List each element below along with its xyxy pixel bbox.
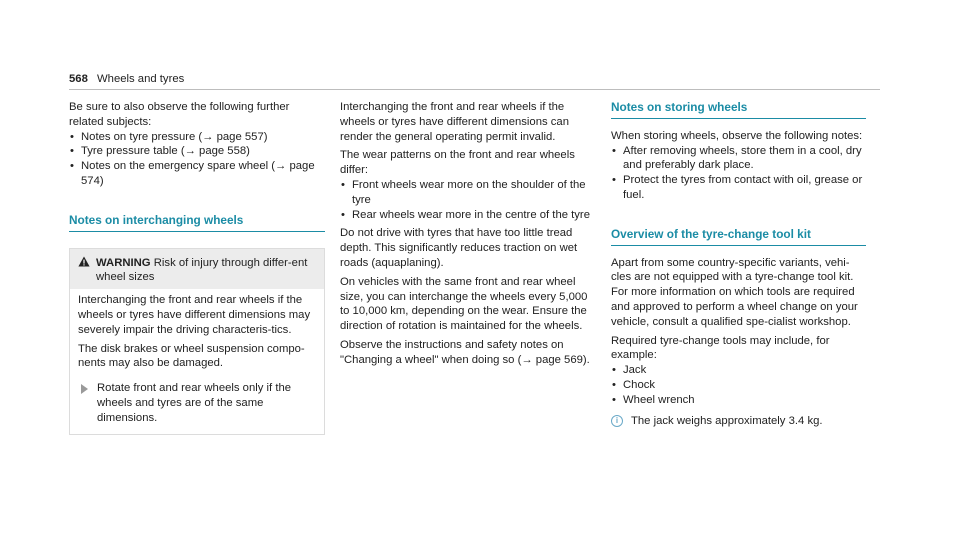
list-item-wheel-wrench: • Wheel wrench	[611, 393, 866, 408]
paragraph-changing-wheel-ref[interactable]: Observe the instructions and safety notes on "Changing a wheel" when doing so (→ page 569).	[340, 338, 590, 366]
warning-box	[69, 248, 325, 435]
list-item-jack: • Jack	[611, 363, 866, 378]
section-title-storing: Notes on storing wheels	[611, 100, 866, 119]
action-arrow-icon	[81, 384, 88, 394]
column-3	[611, 100, 866, 428]
paragraph-wear-patterns: The wear patterns on the front and rear wheels differ:	[340, 149, 575, 177]
warning-heading-text	[96, 256, 316, 286]
storing-list	[611, 144, 866, 203]
related-link-pressure-table[interactable]: • Tyre pressure table (→ page 558)	[69, 144, 325, 159]
list-item-chock: • Chock	[611, 378, 866, 393]
list-item-front-wheels: • Front wheels wear more on the shoulder of the tyre	[340, 178, 590, 208]
warning-triangle-icon	[78, 256, 96, 286]
list-item-store-cool: • After removing wheels, store them in a cool, dry and preferably dark place.	[611, 144, 866, 174]
tools-list	[611, 363, 866, 407]
warning-body	[70, 289, 324, 433]
list-item-rear-wheels: • Rear wheels wear more in the centre of the tyre	[340, 208, 590, 223]
warning-action	[78, 381, 316, 425]
warning-title: Risk of injury through differ-ent wheel sizes	[96, 256, 308, 284]
warning-paragraph-2: The disk brakes or wheel suspension compo-nents may also be damaged.	[78, 342, 305, 370]
storing-intro: When storing wheels, observe the following notes:	[611, 129, 863, 142]
wear-list	[340, 178, 590, 222]
list-item-protect-tyres: • Protect the tyres from contact with oil, grease or fuel.	[611, 173, 866, 203]
note	[611, 414, 866, 429]
related-intro: Be sure to also observe the following further related subjects:	[69, 101, 290, 128]
warning-header	[70, 249, 324, 290]
paragraph-interchange-interval: On vehicles with the same front and rear wheel size, you can interchange the wheels every 5,000 to 10,000 km, depending on the wear. Ensure the direction of rotation is maintained for the wheels.	[340, 275, 588, 333]
column-2	[340, 100, 590, 368]
header-divider	[69, 89, 880, 90]
related-link-spare-wheel[interactable]: • Notes on the emergency spare wheel (→ page 574)	[69, 159, 325, 189]
warning-paragraph-1: Interchanging the front and rear wheels if the wheels or tyres have different dimensions may severely impair the driving characteris-tics.	[78, 294, 311, 336]
warning-action-text: Rotate front and rear wheels only if the wheels and tyres are of the same dimensions.	[97, 382, 292, 424]
tool-kit-paragraph: Apart from some country-specific variants, vehi-cles are not equipped with a tyre-change tool kit. For more information on which tools are required and approved to perform a wheel change on your vehicle, consult a qualified spe-cialist workshop.	[611, 256, 858, 328]
tool-kit-examples-intro: Required tyre-change tools may include, for example:	[611, 334, 830, 362]
page-header	[69, 72, 184, 87]
warning-label: WARNING	[96, 256, 151, 269]
note-text: The jack weighs approximately 3.4 kg.	[631, 414, 823, 427]
info-icon: i	[611, 415, 623, 427]
section-title-tool-kit: Overview of the tyre-change tool kit	[611, 227, 866, 246]
related-links-list	[69, 130, 325, 189]
related-link-tyre-pressure[interactable]: • Notes on tyre pressure (→ page 557)	[69, 130, 325, 145]
paragraph-permit: Interchanging the front and rear wheels if the wheels or tyres have different dimensions can render the general operating permit invalid.	[340, 101, 569, 143]
column-1	[69, 100, 325, 435]
page-number: 568	[69, 73, 88, 85]
paragraph-tread-depth: Do not drive with tyres that have too little tread depth. This significantly reduces traction on wet roads (aquaplaning).	[340, 227, 578, 269]
chapter-title: Wheels and tyres	[97, 73, 185, 85]
section-title-interchanging: Notes on interchanging wheels	[69, 213, 325, 232]
